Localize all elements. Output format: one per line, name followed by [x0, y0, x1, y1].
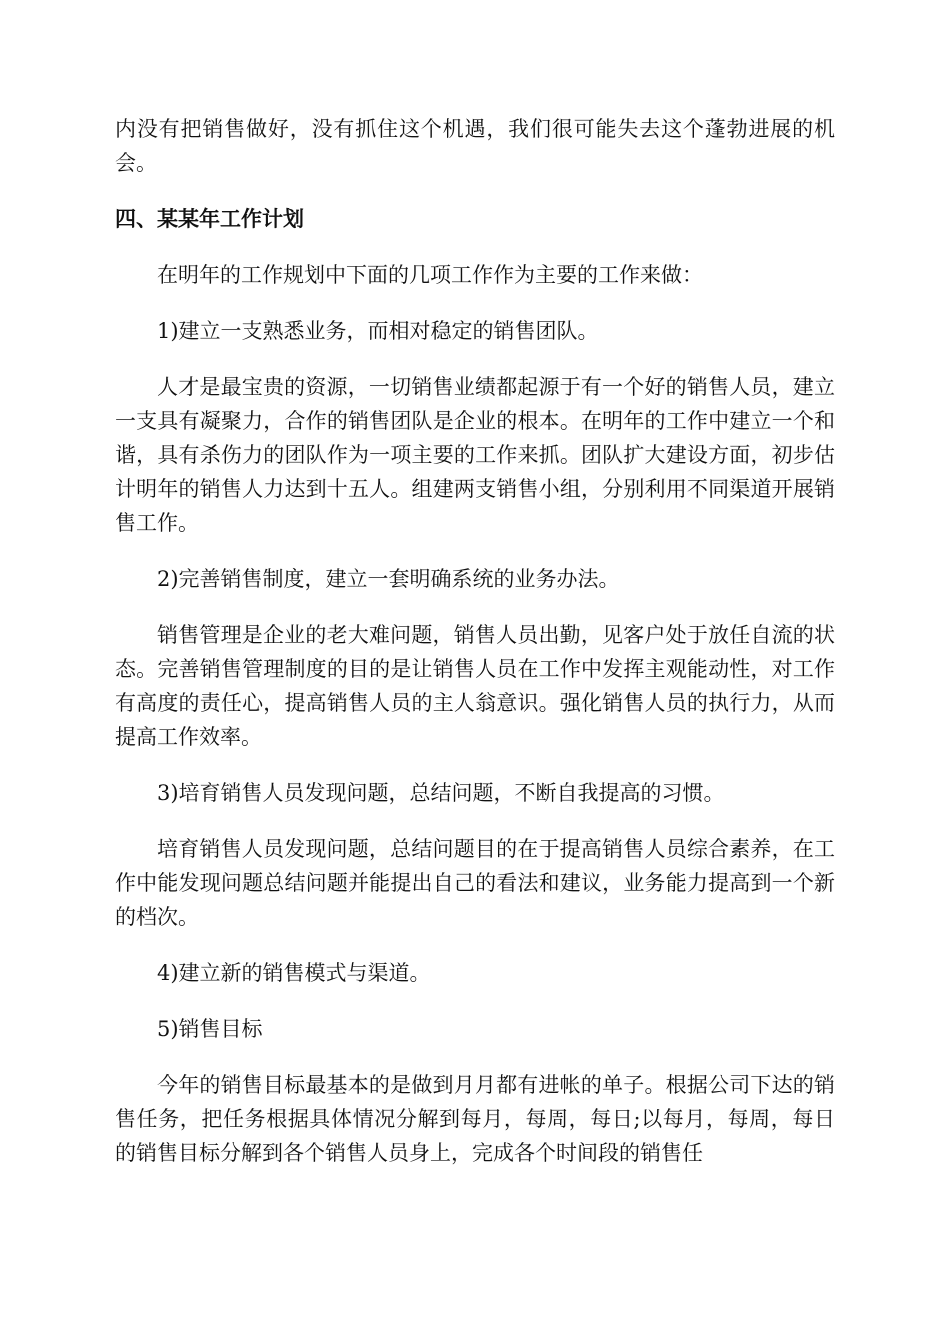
continuation-paragraph: 内没有把销售做好，没有抓住这个机遇，我们很可能失去这个蓬勃进展的机会。 — [115, 117, 835, 175]
section-heading: 四、某某年工作计划 — [115, 207, 304, 231]
item-5-body: 今年的销售目标最基本的是做到月月都有进帐的单子。根据公司下达的销售任务，把任务根据具体情况分解到每月，每周，每日;以每月，每周，每日的销售目标分解到各个销售人员身上，完成各个时间段的销售任 — [115, 1073, 835, 1165]
item-1-title: 1)建立一支熟悉业务，而相对稳定的销售团队。 — [157, 319, 599, 343]
item-2-body: 销售管理是企业的老大难问题，销售人员出勤，见客户处于放任自流的状态。完善销售管理制度的目的是让销售人员在工作中发挥主观能动性，对工作有高度的责任心，提高销售人员的主人翁意识。强化销售人员的执行力，从而提高工作效率。 — [115, 623, 835, 749]
item-5-title: 5)销售目标 — [157, 1017, 263, 1041]
item-3-body: 培育销售人员发现问题，总结问题目的在于提高销售人员综合素养，在工作中能发现问题总结问题并能提出自己的看法和建议，业务能力提高到一个新的档次。 — [115, 837, 835, 929]
intro-paragraph: 在明年的工作规划中下面的几项工作作为主要的工作来做： — [157, 263, 703, 287]
item-1-body: 人才是最宝贵的资源，一切销售业绩都起源于有一个好的销售人员，建立一支具有凝聚力，合作的销售团队是企业的根本。在明年的工作中建立一个和谐，具有杀伤力的团队作为一项主要的工作来抓。团队扩大建设方面，初步估计明年的销售人力达到十五人。组建两支销售小组，分别利用不同渠道开展销售工作。 — [115, 375, 835, 535]
document-page — [115, 112, 835, 1192]
item-2-title: 2)完善销售制度，建立一套明确系统的业务办法。 — [157, 567, 620, 591]
item-3-title: 3)培育销售人员发现问题，总结问题，不断自我提高的习惯。 — [157, 781, 725, 805]
item-4-title: 4)建立新的销售模式与渠道。 — [157, 961, 431, 985]
